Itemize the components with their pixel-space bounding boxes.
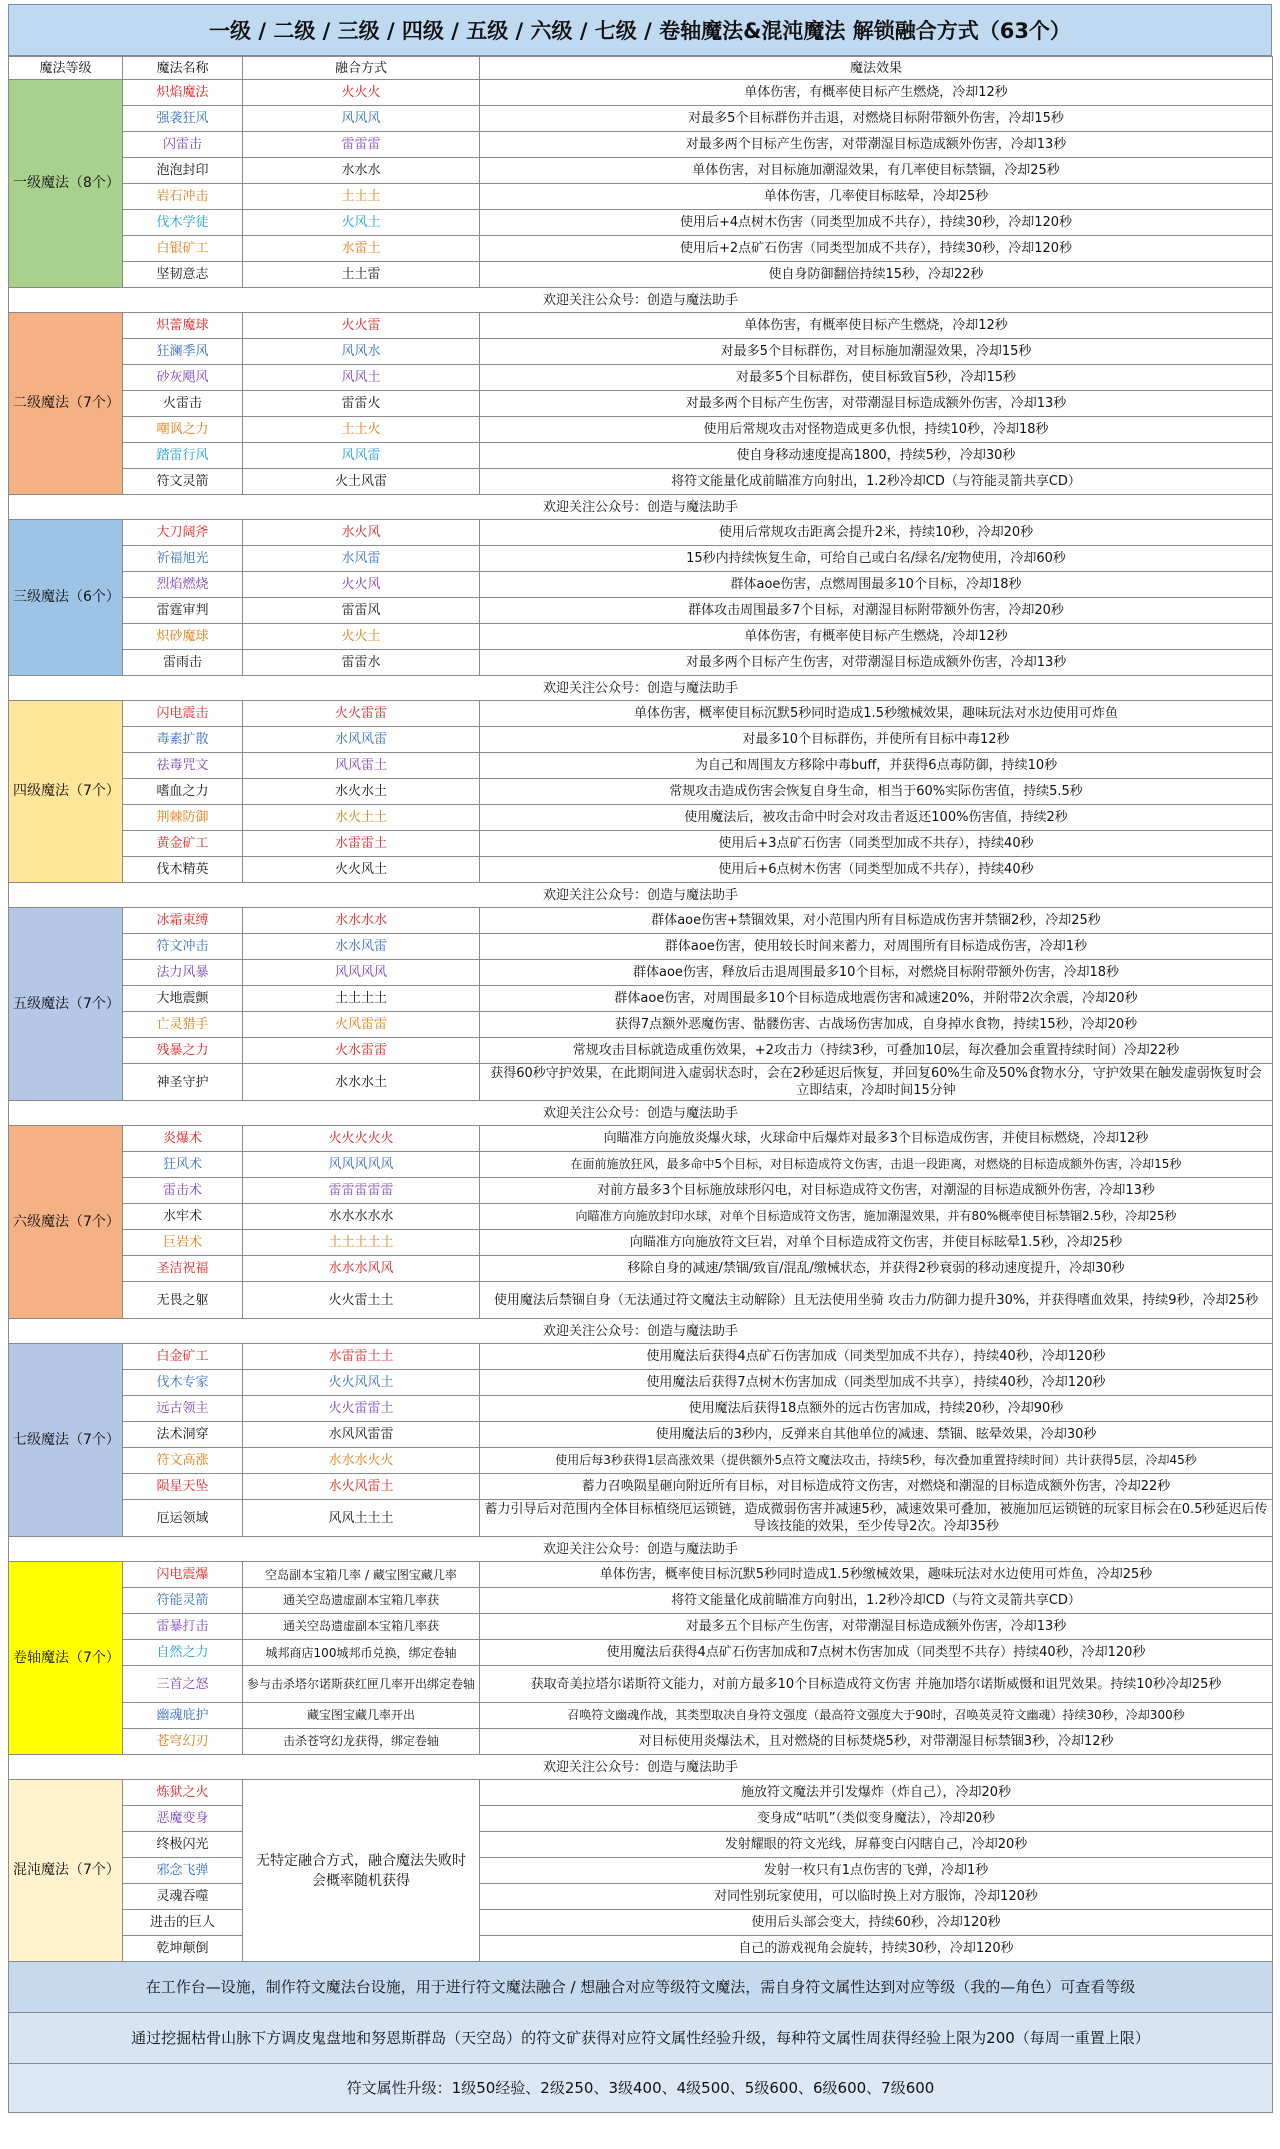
magic-name: 闪电震爆 — [123, 1562, 243, 1588]
magic-effect: 使自身移动速度提高1800，持续5秒，冷却30秒 — [480, 443, 1273, 469]
magic-effect: 单体伤害，对目标施加潮湿效果，有几率使目标禁锢，冷却25秒 — [480, 158, 1273, 184]
table-row — [9, 1703, 1273, 1729]
header-effect: 魔法效果 — [480, 57, 1273, 80]
fusion-method: 雷雷水 — [243, 650, 480, 676]
fusion-method: 风风风风风 — [243, 1152, 480, 1178]
fusion-method: 火火雷 — [243, 313, 480, 339]
follow-notice: 欢迎关注公众号：创造与魔法助手 — [9, 883, 1273, 908]
magic-name: 炽焰魔法 — [123, 80, 243, 106]
separator-row — [9, 495, 1273, 520]
magic-effect: 对最多两个目标产生伤害，对带潮湿目标造成额外伤害，冷却13秒 — [480, 132, 1273, 158]
magic-effect: 单体伤害，概率使目标沉默5秒同时造成1.5秒缴械效果，趣味玩法对水边使用可炸鱼，冷却25秒 — [480, 1562, 1273, 1588]
fusion-method: 火风土 — [243, 210, 480, 236]
fusion-method: 火火火 — [243, 80, 480, 106]
fusion-method: 藏宝图宝藏几率开出 — [243, 1703, 480, 1729]
magic-name: 雷暴打击 — [123, 1614, 243, 1640]
fusion-method: 水水水风风 — [243, 1256, 480, 1282]
table-row — [9, 443, 1273, 469]
magic-name: 厄运领域 — [123, 1500, 243, 1537]
follow-notice: 欢迎关注公众号：创造与魔法助手 — [9, 1319, 1273, 1344]
table-row — [9, 546, 1273, 572]
fusion-method: 火火风土 — [243, 857, 480, 883]
magic-effect: 向瞄准方向施放封印水球，对单个目标造成符文伤害，施加潮湿效果，并有80%概率使目标禁锢2.5秒，冷却25秒 — [480, 1204, 1273, 1230]
fusion-method: 火水雷雷 — [243, 1038, 480, 1064]
magic-effect: 获得7点额外恶魔伤害、骷髅伤害、古战场伤害加成，自身掉水食物，持续15秒，冷却20秒 — [480, 1012, 1273, 1038]
magic-name: 雷击术 — [123, 1178, 243, 1204]
magic-name: 狂风术 — [123, 1152, 243, 1178]
separator-row — [9, 1537, 1273, 1562]
magic-name: 白金矿工 — [123, 1344, 243, 1370]
follow-notice: 欢迎关注公众号：创造与魔法助手 — [9, 288, 1273, 313]
magic-name: 伐木精英 — [123, 857, 243, 883]
footer-note-exp: 通过挖掘枯骨山脉下方调皮鬼盘地和努恩斯群岛（天空岛）的符文矿获得对应符文属性经验升级，每种符文属性周获得经验上限为200（每周一重置上限） — [9, 2013, 1273, 2064]
magic-name: 伐木学徒 — [123, 210, 243, 236]
fusion-method: 雷雷雷雷雷 — [243, 1178, 480, 1204]
magic-effect: 15秒内持续恢复生命，可给自己或白名/绿名/宠物使用，冷却60秒 — [480, 546, 1273, 572]
magic-effect: 使用后常规攻击距离会提升2米，持续10秒，冷却20秒 — [480, 520, 1273, 546]
table-row — [9, 339, 1273, 365]
table-row — [9, 106, 1273, 132]
fusion-sheet — [8, 4, 1272, 2113]
magic-effect: 对最多10个目标群伤，并使所有目标中毒12秒 — [480, 727, 1273, 753]
table-row — [9, 210, 1273, 236]
footer-row-2 — [9, 2013, 1273, 2064]
fusion-method: 风风土土土 — [243, 1500, 480, 1537]
magic-effect: 将符文能量化成前瞄准方向射出，1.2秒冷却CD（与符能灵箭共享CD） — [480, 469, 1273, 495]
fusion-method: 水风风雷雷 — [243, 1422, 480, 1448]
magic-effect: 施放符文魔法并引发爆炸（炸自己），冷却20秒 — [480, 1780, 1273, 1806]
table-row — [9, 960, 1273, 986]
magic-name: 终极闪光 — [123, 1832, 243, 1858]
fusion-method: 火火雷土土 — [243, 1282, 480, 1319]
magic-name: 三首之怒 — [123, 1666, 243, 1703]
separator-row — [9, 1755, 1273, 1780]
table-row — [9, 1038, 1273, 1064]
table-row — [9, 831, 1273, 857]
magic-effect: 单体伤害，概率使目标沉默5秒同时造成1.5秒缴械效果，趣味玩法对水边使用可炸鱼 — [480, 701, 1273, 727]
magic-effect: 对最多5个目标群伤，使目标致盲5秒，冷却15秒 — [480, 365, 1273, 391]
fusion-method: 风风土 — [243, 365, 480, 391]
magic-effect: 使用魔法后的3秒内，反弹来自其他单位的减速、禁锢、眩晕效果，冷却30秒 — [480, 1422, 1273, 1448]
table-row — [9, 1064, 1273, 1101]
separator-row — [9, 1319, 1273, 1344]
magic-effect: 召唤符文幽魂作战，其类型取决自身符文强度（最高符文强度大于90时，召唤英灵符文幽魂）持续30秒，冷却300秒 — [480, 1703, 1273, 1729]
table-row — [9, 1614, 1273, 1640]
magic-effect: 使自身防御翻倍持续15秒，冷却22秒 — [480, 262, 1273, 288]
magic-name: 无畏之躯 — [123, 1282, 243, 1319]
table-row — [9, 262, 1273, 288]
magic-effect: 使用后+3点矿石伤害（同类型加成不共存），持续40秒 — [480, 831, 1273, 857]
magic-effect: 常规攻击目标就造成重伤效果，+2攻击力（持续3秒，可叠加10层，每次叠加会重置持续时间）冷却22秒 — [480, 1038, 1273, 1064]
fusion-method: 空岛副本宝箱几率 / 藏宝图宝藏几率 — [243, 1562, 480, 1588]
magic-effect: 对最多两个目标产生伤害，对带潮湿目标造成额外伤害，冷却13秒 — [480, 391, 1273, 417]
magic-name: 闪雷击 — [123, 132, 243, 158]
fusion-method-shared: 无特定融合方式，融合魔法失败时会概率随机获得 — [243, 1780, 480, 1962]
sheet-title: 一级 / 二级 / 三级 / 四级 / 五级 / 六级 / 七级 / 卷轴魔法&混沌魔法 解锁融合方式（63个） — [8, 4, 1272, 56]
magic-effect: 对最多五个目标产生伤害，对带潮湿目标造成额外伤害，冷却13秒 — [480, 1614, 1273, 1640]
level-cell: 一级魔法（8个） — [9, 80, 123, 288]
fusion-method: 风风水 — [243, 339, 480, 365]
table-body — [9, 80, 1273, 1962]
magic-name: 亡灵猎手 — [123, 1012, 243, 1038]
fusion-method: 风风风 — [243, 106, 480, 132]
footer-note-levels: 符文属性升级：1级50经验、2级250、3级400、4级500、5级600、6级600、7级600 — [9, 2064, 1273, 2113]
magic-name: 进击的巨人 — [123, 1910, 243, 1936]
magic-effect: 单体伤害，有概率使目标产生燃烧，冷却12秒 — [480, 80, 1273, 106]
magic-effect: 自己的游戏视角会旋转，持续30秒，冷却120秒 — [480, 1936, 1273, 1962]
magic-name: 巨岩术 — [123, 1230, 243, 1256]
magic-name: 幽魂庇护 — [123, 1703, 243, 1729]
fusion-method: 风风雷土 — [243, 753, 480, 779]
header-level: 魔法等级 — [9, 57, 123, 80]
magic-effect: 获取奇美拉塔尔诺斯符文能力，对前方最多10个目标造成符文伤害 并施加塔尔诺斯威慑和诅咒效果。持续10秒冷却25秒 — [480, 1666, 1273, 1703]
magic-effect: 对前方最多3个目标施放球形闪电，对目标造成符文伤害，对潮湿的目标造成额外伤害，冷却13秒 — [480, 1178, 1273, 1204]
level-cell: 二级魔法（7个） — [9, 313, 123, 495]
fusion-method: 雷雷火 — [243, 391, 480, 417]
magic-effect: 对最多5个目标群伤，对目标施加潮湿效果，冷却15秒 — [480, 339, 1273, 365]
level-cell: 七级魔法（7个） — [9, 1344, 123, 1537]
magic-name: 圣洁祝福 — [123, 1256, 243, 1282]
magic-effect: 群体aoe伤害+禁锢效果，对小范围内所有目标造成伤害并禁锢2秒，冷却25秒 — [480, 908, 1273, 934]
fusion-method: 风风雷 — [243, 443, 480, 469]
fusion-method: 火火风 — [243, 572, 480, 598]
table-row — [9, 1729, 1273, 1755]
table-row — [9, 753, 1273, 779]
table-row — [9, 391, 1273, 417]
magic-name: 闪电震击 — [123, 701, 243, 727]
table-row — [9, 1500, 1273, 1537]
magic-effect: 使用后头部会变大，持续60秒，冷却120秒 — [480, 1910, 1273, 1936]
magic-name: 水牢术 — [123, 1204, 243, 1230]
magic-name: 冰霜束缚 — [123, 908, 243, 934]
fusion-method: 火土风雷 — [243, 469, 480, 495]
magic-name: 炽砂魔球 — [123, 624, 243, 650]
header-method: 融合方式 — [243, 57, 480, 80]
magic-effect: 在面前施放狂风，最多命中5个目标，对目标造成符文伤害，击退一段距离，对燃烧的目标造成额外伤害，冷却15秒 — [480, 1152, 1273, 1178]
table-row — [9, 572, 1273, 598]
fusion-method: 水雷雷土 — [243, 831, 480, 857]
magic-name: 远古领主 — [123, 1396, 243, 1422]
table-row — [9, 1344, 1273, 1370]
magic-name: 岩石冲击 — [123, 184, 243, 210]
fusion-method: 参与击杀塔尔诺斯获红匣几率开出绑定卷轴 — [243, 1666, 480, 1703]
magic-name: 符能灵箭 — [123, 1588, 243, 1614]
magic-effect: 群体aoe伤害，释放后击退周围最多10个目标，对燃烧目标附带额外伤害，冷却18秒 — [480, 960, 1273, 986]
fusion-method: 水水风雷 — [243, 934, 480, 960]
table-row — [9, 934, 1273, 960]
magic-effect: 使用后常规攻击对怪物造成更多仇恨，持续10秒，冷却18秒 — [480, 417, 1273, 443]
magic-name: 坚韧意志 — [123, 262, 243, 288]
magic-name: 强袭狂风 — [123, 106, 243, 132]
table-row — [9, 779, 1273, 805]
magic-name: 炼狱之火 — [123, 1780, 243, 1806]
table-row — [9, 520, 1273, 546]
table-row — [9, 1910, 1273, 1936]
magic-name: 火雷击 — [123, 391, 243, 417]
table-row — [9, 1562, 1273, 1588]
fusion-method: 水雷雷土土 — [243, 1344, 480, 1370]
level-cell: 三级魔法（6个） — [9, 520, 123, 676]
fusion-method: 土土火 — [243, 417, 480, 443]
fusion-method: 水火风雷土 — [243, 1474, 480, 1500]
magic-name: 邪念飞弹 — [123, 1858, 243, 1884]
magic-name: 残暴之力 — [123, 1038, 243, 1064]
magic-effect: 对最多5个目标群伤并击退，对燃烧目标附带额外伤害，冷却15秒 — [480, 106, 1273, 132]
table-row — [9, 857, 1273, 883]
magic-name: 狂澜季风 — [123, 339, 243, 365]
table-row — [9, 132, 1273, 158]
table-row — [9, 236, 1273, 262]
magic-name: 法力风暴 — [123, 960, 243, 986]
table-row — [9, 313, 1273, 339]
table-row — [9, 1448, 1273, 1474]
table-row — [9, 727, 1273, 753]
magic-effect: 使用魔法后获得4点矿石伤害加成（同类型加成不共存），持续40秒，冷却120秒 — [480, 1344, 1273, 1370]
level-cell: 五级魔法（7个） — [9, 908, 123, 1101]
magic-name: 符文灵箭 — [123, 469, 243, 495]
magic-name: 符文冲击 — [123, 934, 243, 960]
magic-name: 荆棘防御 — [123, 805, 243, 831]
magic-name: 毒素扩散 — [123, 727, 243, 753]
fusion-method: 水雷土 — [243, 236, 480, 262]
table-row — [9, 469, 1273, 495]
magic-name: 砂灰飓风 — [123, 365, 243, 391]
fusion-method: 土土雷 — [243, 262, 480, 288]
magic-effect: 群体aoe伤害，对周围最多10个目标造成地震伤害和减速20%，并附带2次余震，冷却20秒 — [480, 986, 1273, 1012]
fusion-method: 火风雷雷 — [243, 1012, 480, 1038]
follow-notice: 欢迎关注公众号：创造与魔法助手 — [9, 1101, 1273, 1126]
magic-effect: 发射耀眼的符文光线，屏幕变白闪瞎自己，冷却20秒 — [480, 1832, 1273, 1858]
follow-notice: 欢迎关注公众号：创造与魔法助手 — [9, 1755, 1273, 1780]
magic-effect: 获得60秒守护效果，在此期间进入虚弱状态时，会在2秒延迟后恢复，并回复60%生命及50%食物水分，守护效果在触发虚弱恢复时会立即结束，冷却时间15分钟 — [480, 1064, 1273, 1101]
fusion-method: 城邦商店100城邦币兑换，绑定卷轴 — [243, 1640, 480, 1666]
magic-effect: 使用后每3秒获得1层高涨效果（提供额外5点符文魔法攻击，持续5秒，每次叠加重置持续时间）共计获得5层，冷却45秒 — [480, 1448, 1273, 1474]
magic-name: 烈焰燃烧 — [123, 572, 243, 598]
table-row — [9, 80, 1273, 106]
magic-effect: 群体aoe伤害，点燃周围最多10个目标，冷却18秒 — [480, 572, 1273, 598]
fusion-method: 水水水火火 — [243, 1448, 480, 1474]
table-row — [9, 158, 1273, 184]
magic-name: 白银矿工 — [123, 236, 243, 262]
table-row — [9, 1282, 1273, 1319]
level-cell: 四级魔法（7个） — [9, 701, 123, 883]
magic-name: 灵魂吞噬 — [123, 1884, 243, 1910]
fusion-method: 风风风风 — [243, 960, 480, 986]
separator-row — [9, 676, 1273, 701]
magic-name: 炎爆术 — [123, 1126, 243, 1152]
magic-name: 自然之力 — [123, 1640, 243, 1666]
magic-effect: 常规攻击造成伤害会恢复自身生命，相当于60%实际伤害值，持续5.5秒 — [480, 779, 1273, 805]
table-row — [9, 1178, 1273, 1204]
magic-effect: 变身成“咕叽”（类似变身魔法），冷却20秒 — [480, 1806, 1273, 1832]
magic-effect: 向瞄准方向施放炎爆火球，火球命中后爆炸对最多3个目标造成伤害，并使目标燃烧，冷却12秒 — [480, 1126, 1273, 1152]
magic-effect: 对目标使用炎爆法术，且对燃烧的目标焚烧5秒，对带潮湿目标禁锢3秒，冷却12秒 — [480, 1729, 1273, 1755]
table-row — [9, 805, 1273, 831]
magic-name: 黄金矿工 — [123, 831, 243, 857]
table-row — [9, 1370, 1273, 1396]
magic-effect: 发射一枚只有1点伤害的飞弹，冷却1秒 — [480, 1858, 1273, 1884]
table-row — [9, 1806, 1273, 1832]
header-row — [9, 57, 1273, 80]
separator-row — [9, 1101, 1273, 1126]
table-row — [9, 184, 1273, 210]
table-row — [9, 1858, 1273, 1884]
magic-effect: 使用魔法后获得18点额外的远古伤害加成，持续20秒，冷却90秒 — [480, 1396, 1273, 1422]
footer-row-3 — [9, 2064, 1273, 2113]
magic-name: 雷霆审判 — [123, 598, 243, 624]
fusion-method: 火火雷雷 — [243, 701, 480, 727]
magic-effect: 为自己和周围友方移除中毒buff，并获得6点毒防御，持续10秒 — [480, 753, 1273, 779]
table-row — [9, 1152, 1273, 1178]
fusion-method: 雷雷风 — [243, 598, 480, 624]
fusion-method: 水水水 — [243, 158, 480, 184]
table-row — [9, 1474, 1273, 1500]
fusion-method: 土土土土 — [243, 986, 480, 1012]
magic-name: 神圣守护 — [123, 1064, 243, 1101]
fusion-method: 水火风 — [243, 520, 480, 546]
magic-name: 祛毒咒文 — [123, 753, 243, 779]
table-row — [9, 1256, 1273, 1282]
magic-name: 法术洞穿 — [123, 1422, 243, 1448]
magic-name: 嗜血之力 — [123, 779, 243, 805]
magic-effect: 单体伤害，有概率使目标产生燃烧，冷却12秒 — [480, 624, 1273, 650]
table-row — [9, 624, 1273, 650]
table-row — [9, 1396, 1273, 1422]
magic-effect: 蓄力召唤陨星砸向附近所有目标，对目标造成符文伤害，对燃烧和潮湿的目标造成额外伤害，冷却22秒 — [480, 1474, 1273, 1500]
table-row — [9, 1832, 1273, 1858]
table-row — [9, 417, 1273, 443]
header-name: 魔法名称 — [123, 57, 243, 80]
magic-effect: 使用后+6点树木伤害（同类型加成不共存），持续40秒 — [480, 857, 1273, 883]
table-row — [9, 701, 1273, 727]
magic-name: 大刀阔斧 — [123, 520, 243, 546]
fusion-method: 水火水土 — [243, 779, 480, 805]
fusion-method: 土土土 — [243, 184, 480, 210]
magic-name: 符文高涨 — [123, 1448, 243, 1474]
table-row — [9, 365, 1273, 391]
table-row — [9, 598, 1273, 624]
table-row — [9, 1204, 1273, 1230]
magic-name: 乾坤颠倒 — [123, 1936, 243, 1962]
magic-name: 泡泡封印 — [123, 158, 243, 184]
separator-row — [9, 883, 1273, 908]
magic-name: 恶魔变身 — [123, 1806, 243, 1832]
follow-notice: 欢迎关注公众号：创造与魔法助手 — [9, 676, 1273, 701]
fusion-method: 通关空岛遗虚副本宝箱几率获 — [243, 1614, 480, 1640]
table-row — [9, 908, 1273, 934]
table-row — [9, 1422, 1273, 1448]
table-row — [9, 650, 1273, 676]
table-row — [9, 1936, 1273, 1962]
table-row — [9, 1012, 1273, 1038]
level-cell: 卷轴魔法（7个） — [9, 1562, 123, 1755]
magic-effect: 使用后+4点树木伤害（同类型加成不共存），持续30秒，冷却120秒 — [480, 210, 1273, 236]
fusion-method: 水风风雷 — [243, 727, 480, 753]
table-row — [9, 1126, 1273, 1152]
magic-effect: 移除自身的减速/禁锢/致盲/混乱/缴械状态，并获得2秒衰弱的移动速度提升，冷却30秒 — [480, 1256, 1273, 1282]
magic-name: 陨星天坠 — [123, 1474, 243, 1500]
fusion-method: 水水水水 — [243, 908, 480, 934]
fusion-method: 土土土土土 — [243, 1230, 480, 1256]
magic-effect: 单体伤害，有概率使目标产生燃烧，冷却12秒 — [480, 313, 1273, 339]
magic-name: 嘲讽之力 — [123, 417, 243, 443]
magic-effect: 单体伤害，几率使目标眩晕，冷却25秒 — [480, 184, 1273, 210]
magic-effect: 对同性别玩家使用，可以临时换上对方服饰，冷却120秒 — [480, 1884, 1273, 1910]
magic-effect: 使用魔法后禁锢自身（无法通过符文魔法主动解除）且无法使用坐骑 攻击力/防御力提升30%，并获得嗜血效果，持续9秒，冷却25秒 — [480, 1282, 1273, 1319]
fusion-method: 水风雷 — [243, 546, 480, 572]
fusion-method: 火火风风土 — [243, 1370, 480, 1396]
footer-note-workbench: 在工作台—设施，制作符文魔法台设施，用于进行符文魔法融合 / 想融合对应等级符文魔法，需自身符文属性达到对应等级（我的—角色）可查看等级 — [9, 1962, 1273, 2013]
magic-name: 伐木专家 — [123, 1370, 243, 1396]
follow-notice: 欢迎关注公众号：创造与魔法助手 — [9, 495, 1273, 520]
magic-effect: 对最多两个目标产生伤害，对带潮湿目标造成额外伤害，冷却13秒 — [480, 650, 1273, 676]
table-row — [9, 1780, 1273, 1806]
table-row — [9, 1666, 1273, 1703]
level-cell: 混沌魔法（7个） — [9, 1780, 123, 1962]
magic-table — [8, 56, 1273, 2113]
magic-effect: 将符文能量化成前瞄准方向射出，1.2秒冷却CD（与符文灵箭共享CD） — [480, 1588, 1273, 1614]
magic-name: 炽蕾魔球 — [123, 313, 243, 339]
table-row — [9, 1230, 1273, 1256]
magic-effect: 使用后+2点矿石伤害（同类型加成不共存），持续30秒，冷却120秒 — [480, 236, 1273, 262]
separator-row — [9, 288, 1273, 313]
fusion-method: 水火土土 — [243, 805, 480, 831]
follow-notice: 欢迎关注公众号：创造与魔法助手 — [9, 1537, 1273, 1562]
magic-effect: 使用魔法后，被攻击命中时会对攻击者返还100%伤害值，持续2秒 — [480, 805, 1273, 831]
fusion-method: 雷雷雷 — [243, 132, 480, 158]
fusion-method: 水水水水水 — [243, 1204, 480, 1230]
magic-effect: 蓄力引导后对范围内全体目标植绕厄运锁链，造成微弱伤害并减速5秒，减速效果可叠加，被施加厄运锁链的玩家目标会在0.5秒延迟后传导该技能的效果，至少传导2次。冷却35秒 — [480, 1500, 1273, 1537]
table-row — [9, 1884, 1273, 1910]
footer-row-1 — [9, 1962, 1273, 2013]
table-row — [9, 1640, 1273, 1666]
fusion-method: 通关空岛遗虚副本宝箱几率获 — [243, 1588, 480, 1614]
magic-name: 大地震颤 — [123, 986, 243, 1012]
magic-name: 祈福旭光 — [123, 546, 243, 572]
table-row — [9, 986, 1273, 1012]
table-row — [9, 1588, 1273, 1614]
fusion-method: 击杀苍穹幻龙获得，绑定卷轴 — [243, 1729, 480, 1755]
magic-name: 雷雨击 — [123, 650, 243, 676]
magic-name: 苍穹幻刃 — [123, 1729, 243, 1755]
fusion-method: 火火火火火 — [243, 1126, 480, 1152]
level-cell: 六级魔法（7个） — [9, 1126, 123, 1319]
fusion-method: 火火雷雷土 — [243, 1396, 480, 1422]
magic-effect: 群体aoe伤害，使用较长时间来蓄力，对周围所有目标造成伤害，冷却1秒 — [480, 934, 1273, 960]
magic-effect: 使用魔法后获得4点矿石伤害加成和7点树木伤害加成（同类型不共存）持续40秒，冷却120秒 — [480, 1640, 1273, 1666]
magic-name: 踏雷行风 — [123, 443, 243, 469]
fusion-method: 火火土 — [243, 624, 480, 650]
magic-effect: 群体攻击周围最多7个目标，对潮湿目标附带额外伤害，冷却20秒 — [480, 598, 1273, 624]
magic-effect: 向瞄准方向施放符文巨岩，对单个目标造成符文伤害，并使目标眩晕1.5秒，冷却25秒 — [480, 1230, 1273, 1256]
fusion-method: 水水水土 — [243, 1064, 480, 1101]
magic-effect: 使用魔法后获得7点树木伤害加成（同类型加成不共享），持续40秒，冷却120秒 — [480, 1370, 1273, 1396]
